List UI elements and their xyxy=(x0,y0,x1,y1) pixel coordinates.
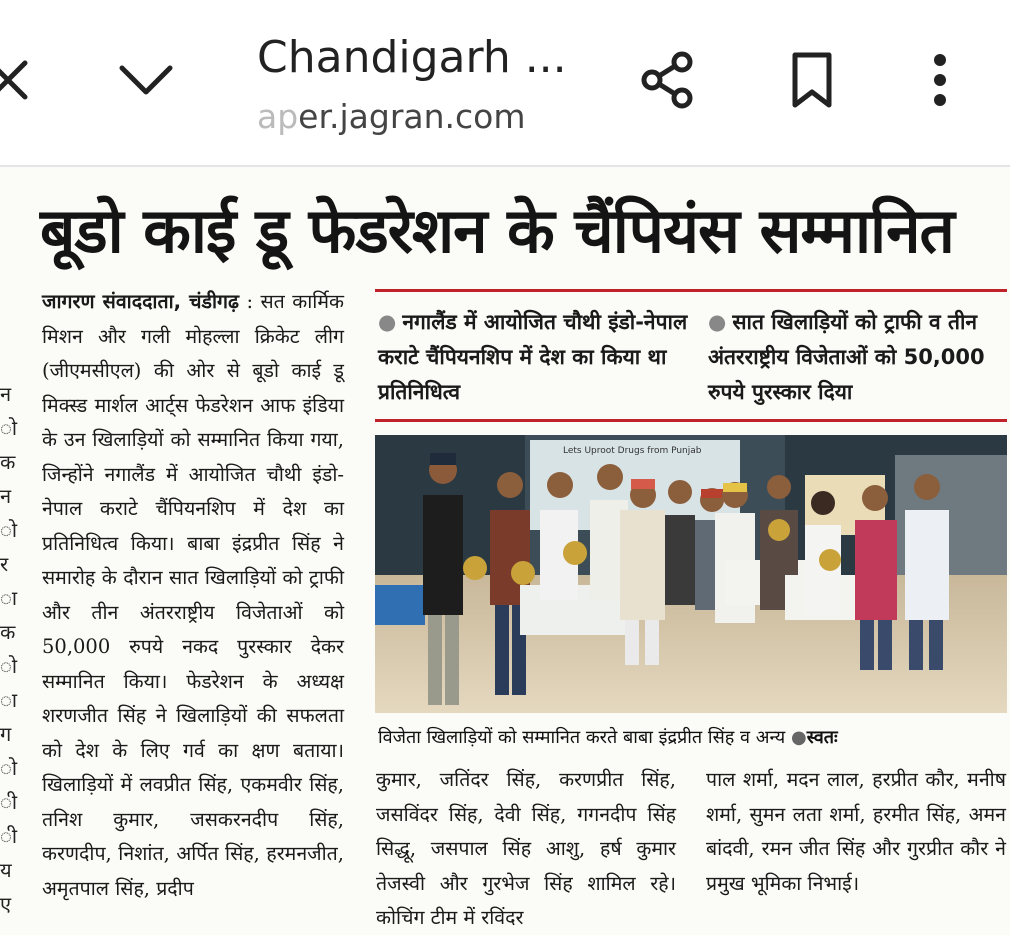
more-vert-icon xyxy=(930,52,950,108)
body-text: : सत कार्मिक मिशन और गली मोहल्ला क्रिकेट लीग (जीएमसीएल) की ओर से बूडो काई डू मिक्स्ड मार्शल आर्ट्स फेडरेशन आफ इंडिया के उन खिलाड़ियों को सम्मानित किया गया, जिन्होंने नगालैंड में आयोजित चौथी इंडो-नेपाल कराटे चैंपियनशिप में देश का प्रतिनिधित्व किया। बाबा इंद्रप्रीत सिंह ने समारोह के दौरान सात खिलाड़ियों को ट्राफी और तीन अंतरराष्ट्रीय विजेताओं को 50,000 रुपये नकद पुरस्कार देकर सम्मानित किया। फेडरेशन के अध्यक्ष शरणजीत सिंह ने खिलाड़ियों की सफलता को देश के लिए गर्व का क्षण बताया। खिलाड़ियों में लवप्रीत सिंह, एकमवीर सिंह, तनिश कुमार, जसकरनदीप सिंह, करणदीप, निशांत, अर्पित सिंह, हरमनजीत, अमृतपाल सिंह, प्रदीप xyxy=(42,290,344,900)
fragment-char: ा xyxy=(0,688,18,712)
fragment-char: ी xyxy=(0,824,18,848)
fragment-char: र xyxy=(0,552,9,576)
url-text: er.jagran.com xyxy=(298,97,526,136)
newspaper-clipping xyxy=(0,167,1010,935)
fragment-char: य xyxy=(0,858,12,882)
page-url xyxy=(257,97,526,136)
more-options-button[interactable] xyxy=(900,40,980,120)
caption-text: विजेता खिलाड़ियों को सम्मानित करते बाबा इंद्रप्रीत सिंह व अन्य xyxy=(378,727,786,748)
fragment-char: न xyxy=(0,484,12,508)
fragment-char: ा xyxy=(0,586,18,610)
article-headline: बूडो काई डू फेडरेशन के चैंपियंस सम्मानित xyxy=(40,194,954,267)
group-photo-image xyxy=(375,435,1007,713)
fragment-char: ए xyxy=(0,892,12,916)
share-icon xyxy=(638,50,698,110)
chevron-down-icon xyxy=(116,60,176,100)
fragment-char: ी xyxy=(0,790,18,814)
bookmark-icon xyxy=(787,50,837,110)
highlight-top-rule xyxy=(375,289,1007,292)
dateline: जागरण संवाददाता, चंडीगढ़ xyxy=(42,290,239,313)
article-body-column-2: कुमार, जतिंदर सिंह, करणप्रीत सिंह, जसविंदर सिंह, देवी सिंह, गगनदीप सिंह सिद्धू, जसपाल सिंह आशु, हर्ष कुमार तेजस्वी और गुरभेज सिंह शामिल रहे। कोचिंग टीम में रविंदर xyxy=(376,768,676,929)
photo-caption: विजेता खिलाड़ियों को सम्मानित करते बाबा इंद्रप्रीत सिंह व अन्य ●स्वतः xyxy=(378,727,838,748)
highlight-bottom-rule xyxy=(375,419,1007,422)
browser-toolbar xyxy=(0,0,1010,167)
article-body-column-1 xyxy=(42,285,344,906)
highlight-box-2: ● सात खिलाड़ियों को ट्राफी व तीन अंतरराष्ट्रीय विजेताओं को 50,000 रुपये पुरस्कार दिया xyxy=(708,310,985,404)
close-button[interactable] xyxy=(0,40,48,120)
fragment-char: ो xyxy=(0,416,18,440)
banner-text: Lets Uproot Drugs from Punjab xyxy=(563,446,702,456)
url-prefix: ap xyxy=(257,97,299,136)
fragment-char: ो xyxy=(0,518,18,542)
highlight-text: सात खिलाड़ियों को ट्राफी व तीन अंतरराष्ट्रीय विजेताओं को 50,000 रुपये पुरस्कार दिया xyxy=(708,310,985,404)
close-icon xyxy=(0,55,33,105)
fragment-char: ो xyxy=(0,756,18,780)
adjacent-column-fragment xyxy=(0,377,18,921)
page-title: Chandigarh ... xyxy=(257,32,567,83)
fragment-char: ग xyxy=(0,722,12,746)
fragment-char: क xyxy=(0,450,16,474)
fragment-char: क xyxy=(0,620,16,644)
fragment-char: ो xyxy=(0,654,18,678)
highlight-text: नगालैंड में आयोजित चौथी इंडो-नेपाल कराटे चैंपियनशिप में देश का किया था प्रतिनिधित्व xyxy=(378,310,688,404)
fragment-char: न xyxy=(0,382,12,406)
share-button[interactable] xyxy=(628,40,708,120)
article-photo xyxy=(375,435,1007,713)
caption-credit: स्वतः xyxy=(806,727,838,748)
highlight-box-1: ● नगालैंड में आयोजित चौथी इंडो-नेपाल कराटे चैंपियनशिप में देश का किया था प्रतिनिधित्व xyxy=(378,310,688,404)
article-body-column-3: पाल शर्मा, मदन लाल, हरप्रीत कौर, मनीष शर्मा, सुमन लता शर्मा, हरमीत सिंह, अमन बांदवी, रमन जीत सिंह और गुरप्रीत कौर ने प्रमुख भूमिका निभाई। xyxy=(706,768,1006,895)
collapse-button[interactable] xyxy=(106,40,186,120)
bookmark-button[interactable] xyxy=(772,40,852,120)
